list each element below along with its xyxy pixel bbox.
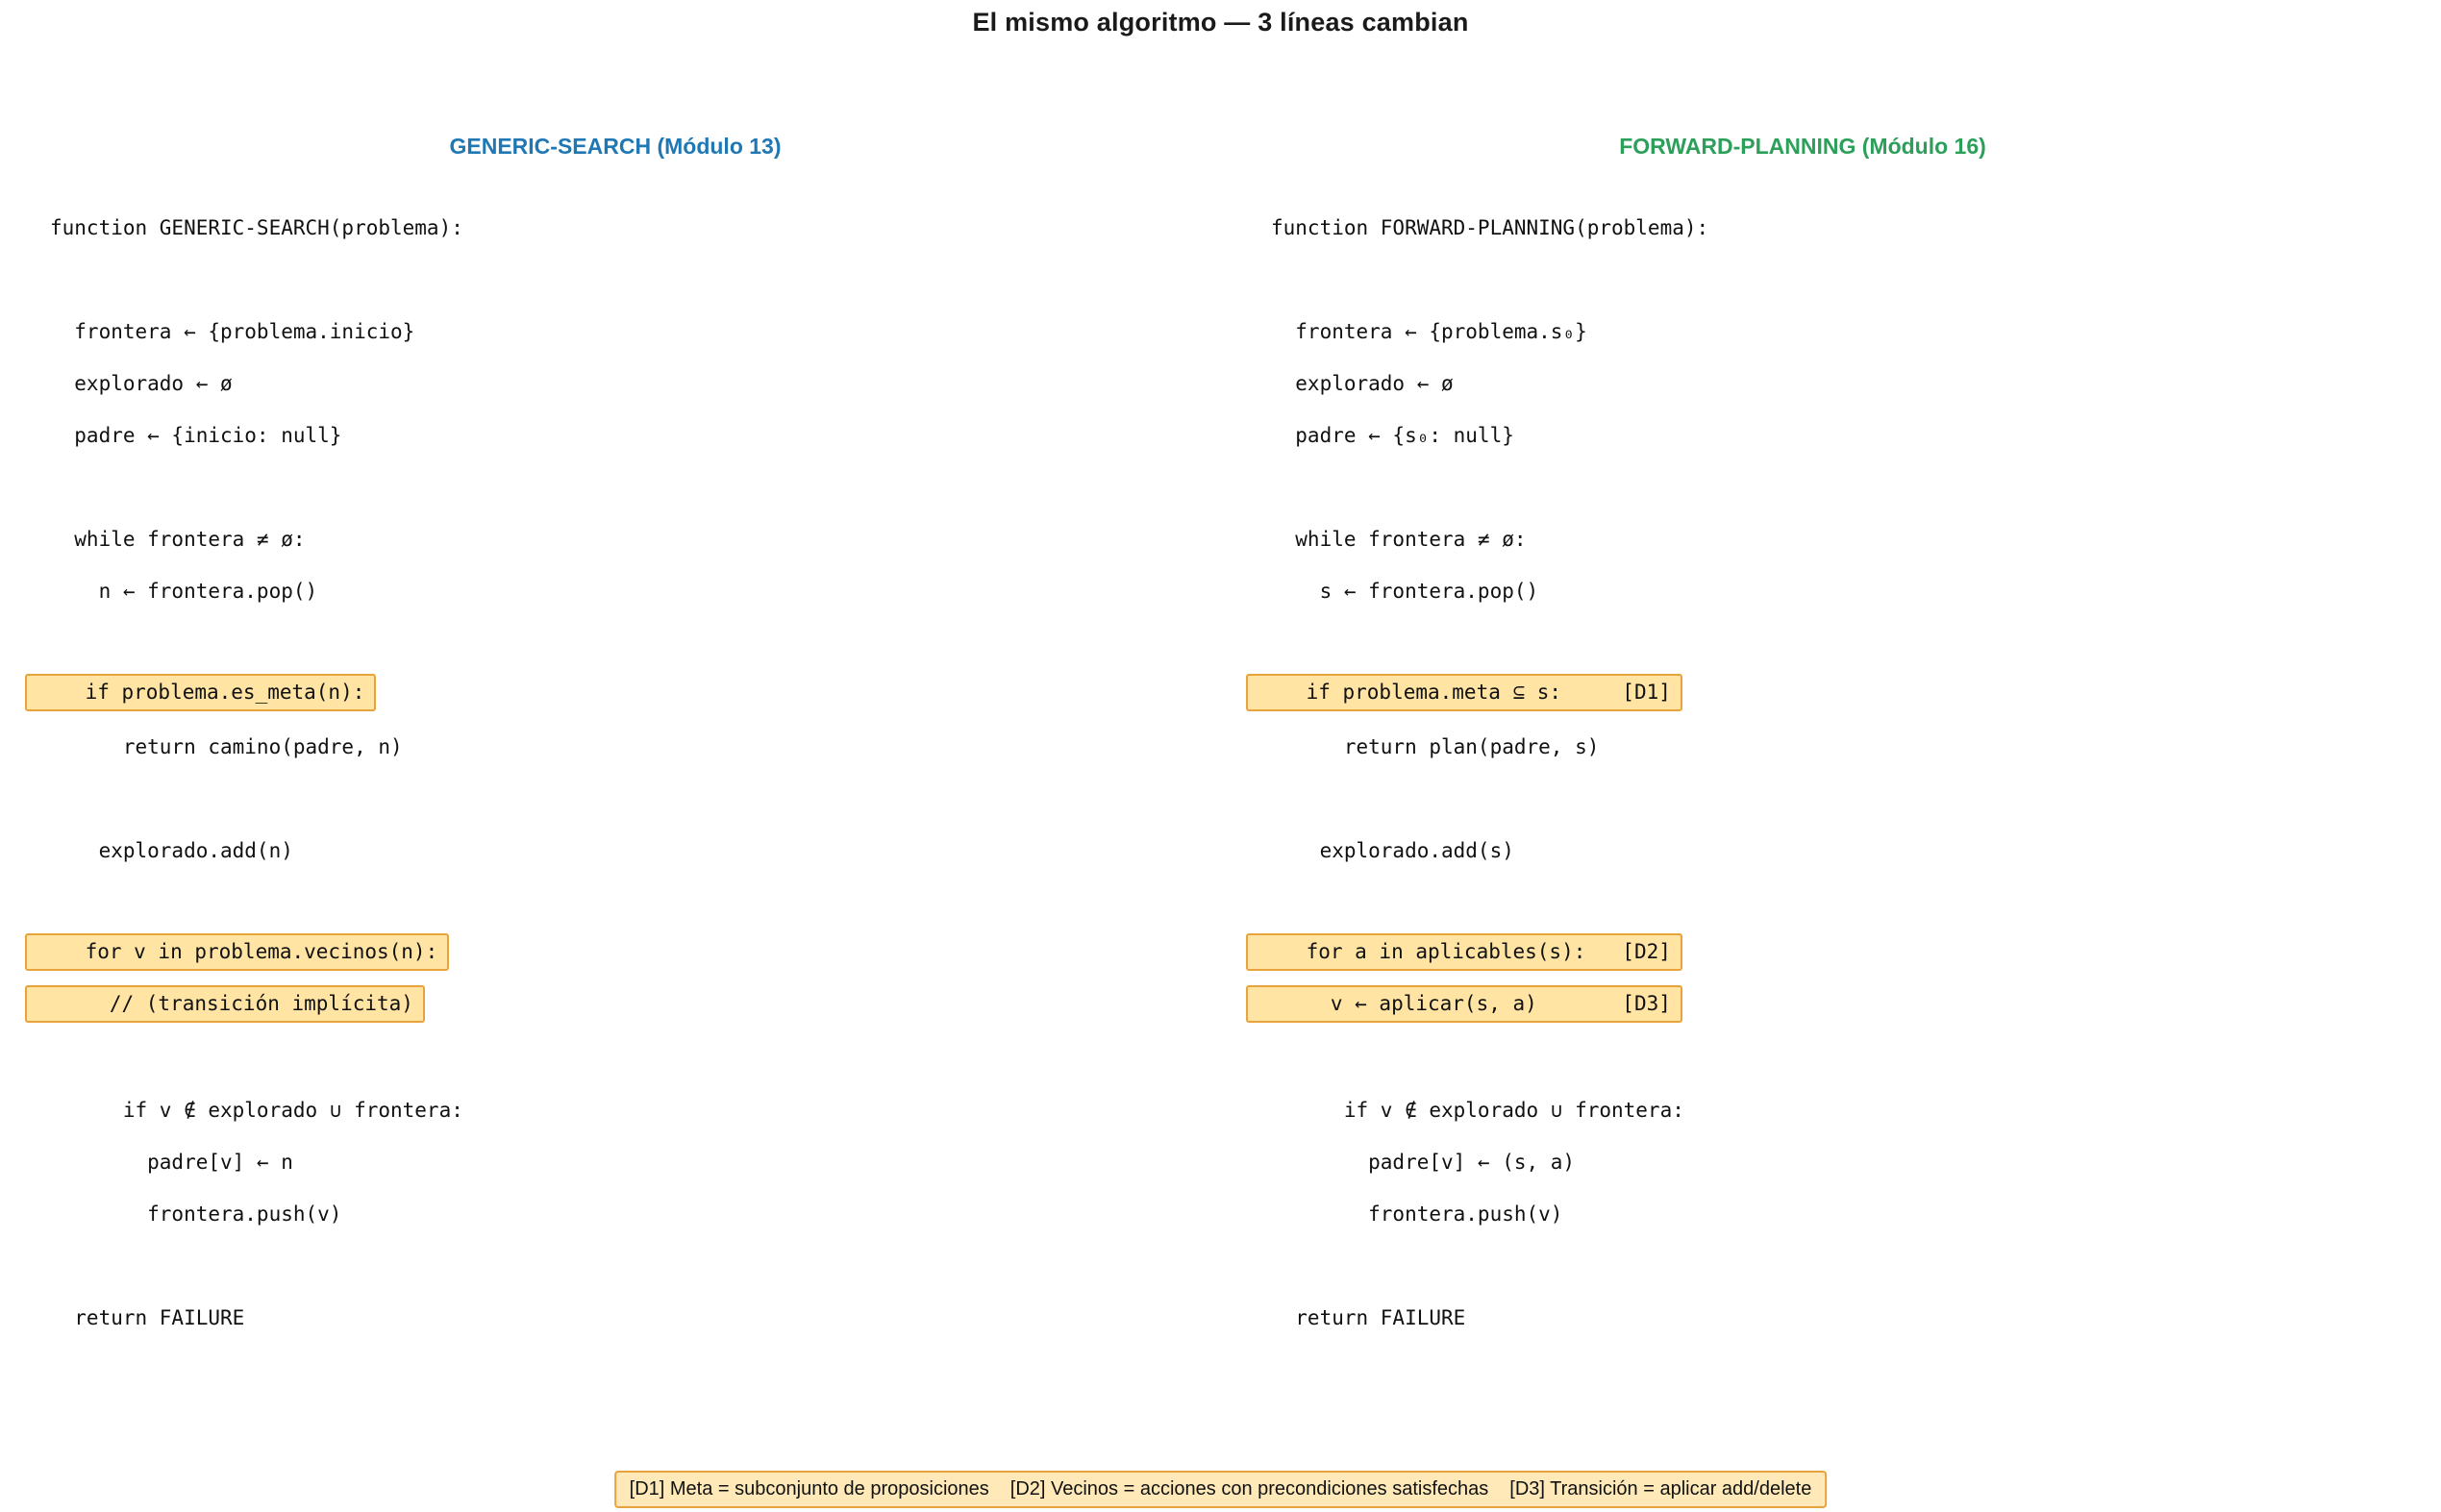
code-line: n ← frontera.pop() bbox=[50, 580, 318, 603]
code-line bbox=[50, 617, 1184, 669]
code-line bbox=[37, 929, 1184, 980]
pseudocode-forward-planning bbox=[1258, 202, 2405, 1344]
code-line bbox=[37, 669, 1184, 721]
code-line bbox=[1271, 617, 2405, 669]
diff-legend-item: [D3] Transición = aplicar add/delete bbox=[1509, 1478, 1812, 1500]
column-heading-right: FORWARD-PLANNING (Módulo 16) bbox=[1619, 134, 1986, 159]
column-heading-left: GENERIC-SEARCH (Módulo 13) bbox=[449, 134, 782, 159]
code-line bbox=[1271, 254, 2405, 306]
diff-highlight: if problema.meta ⊆ s: [D1] bbox=[1246, 674, 1682, 711]
page-title: El mismo algoritmo — 3 líneas cambian bbox=[972, 8, 1469, 37]
code-line: frontera ← {problema.s₀} bbox=[1271, 320, 1587, 343]
code-line bbox=[1271, 877, 2405, 929]
code-line bbox=[1271, 461, 2405, 513]
code-line: explorado ← ø bbox=[50, 372, 233, 395]
diff-tag: [D1] bbox=[1622, 681, 1671, 704]
code-line: while frontera ≠ ø: bbox=[1271, 528, 1527, 551]
code-line bbox=[1258, 929, 2405, 980]
code-line bbox=[50, 1032, 1184, 1084]
code-line: padre[v] ← (s, a) bbox=[1271, 1151, 1576, 1174]
code-line: padre[v] ← n bbox=[50, 1151, 293, 1174]
code-line bbox=[50, 254, 1184, 306]
code-line: if v ∉ explorado ∪ frontera: bbox=[1271, 1099, 1684, 1122]
diff-highlight: v ← aplicar(s, a) [D3] bbox=[1246, 985, 1682, 1023]
code-line: return camino(padre, n) bbox=[50, 735, 403, 758]
code-line: if v ∉ explorado ∪ frontera: bbox=[50, 1099, 463, 1122]
code-line: function GENERIC-SEARCH(problema): bbox=[50, 216, 463, 239]
diff-legend-item: [D2] Vecinos = acciones con precondiciones satisfechas bbox=[1009, 1478, 1489, 1500]
code-line: padre ← {inicio: null} bbox=[50, 424, 342, 447]
code-line: explorado.add(n) bbox=[50, 839, 293, 862]
diff-tag: [D3] bbox=[1622, 992, 1671, 1015]
diff-tag: [D2] bbox=[1622, 940, 1671, 963]
code-line bbox=[37, 980, 1184, 1032]
code-line: frontera ← {problema.inicio} bbox=[50, 320, 415, 343]
code-line: s ← frontera.pop() bbox=[1271, 580, 1539, 603]
code-line bbox=[1258, 669, 2405, 721]
diff-highlight: // (transición implícita) bbox=[25, 985, 425, 1023]
code-line bbox=[50, 461, 1184, 513]
code-line: frontera.push(v) bbox=[50, 1202, 342, 1226]
pseudocode-generic-search bbox=[37, 202, 1184, 1344]
code-line bbox=[1271, 1032, 2405, 1084]
code-line: return FAILURE bbox=[1271, 1306, 1466, 1329]
diff-legend bbox=[614, 1471, 1828, 1508]
code-line bbox=[50, 877, 1184, 929]
code-line bbox=[50, 1240, 1184, 1292]
code-line: return plan(padre, s) bbox=[1271, 735, 1600, 758]
code-line bbox=[1271, 773, 2405, 825]
code-line: return FAILURE bbox=[50, 1306, 245, 1329]
diff-highlight: for v in problema.vecinos(n): bbox=[25, 933, 449, 971]
code-line: function FORWARD-PLANNING(problema): bbox=[1271, 216, 1709, 239]
code-line bbox=[1271, 1240, 2405, 1292]
diff-highlight: for a in aplicables(s): [D2] bbox=[1246, 933, 1682, 971]
code-line: frontera.push(v) bbox=[1271, 1202, 1563, 1226]
diff-legend-item: [D1] Meta = subconjunto de proposiciones bbox=[629, 1478, 989, 1500]
code-line: explorado.add(s) bbox=[1271, 839, 1514, 862]
code-line bbox=[50, 773, 1184, 825]
code-line: while frontera ≠ ø: bbox=[50, 528, 306, 551]
code-line bbox=[1258, 980, 2405, 1032]
code-line: explorado ← ø bbox=[1271, 372, 1454, 395]
diff-highlight: if problema.es_meta(n): bbox=[25, 674, 376, 711]
code-line: padre ← {s₀: null} bbox=[1271, 424, 1514, 447]
